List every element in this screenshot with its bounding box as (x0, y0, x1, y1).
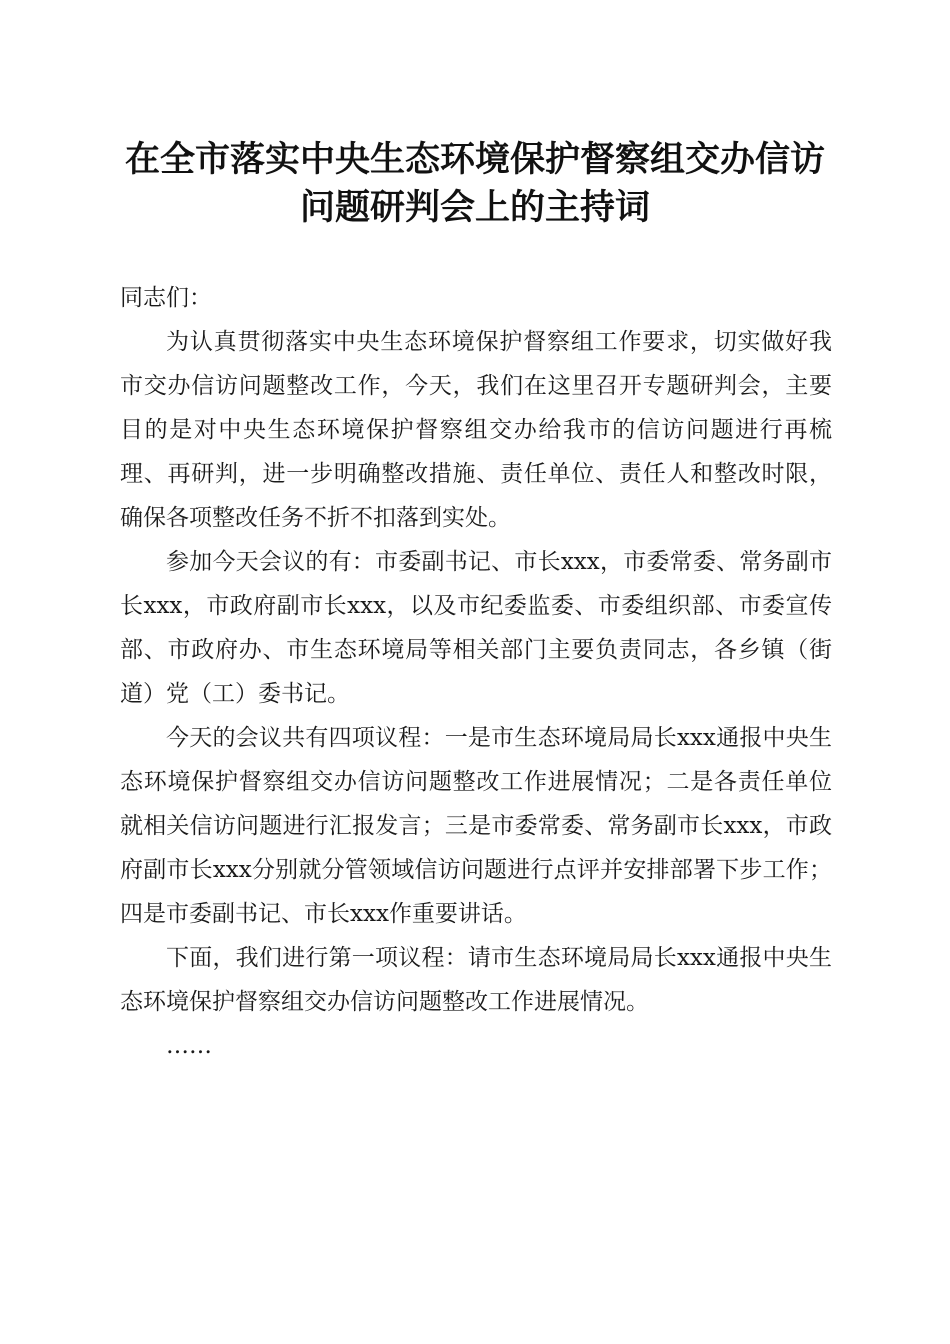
title-line-2: 问题研判会上的主持词 (299, 187, 650, 228)
title-line-1: 在全市落实中央生态环境保护督察组交办信访 (124, 139, 825, 180)
document-body (120, 276, 832, 1068)
document-title (95, 136, 855, 232)
paragraph-ellipsis: …… (166, 1033, 212, 1059)
paragraph-first-item: 下面，我们进行第一项议程：请市生态环境局局长xxx通报中央生态环境保护督察组交办信访问题整改工作进展情况。 (120, 945, 832, 1015)
paragraph-purpose: 为认真贯彻落实中央生态环境保护督察组工作要求，切实做好我市交办信访问题整改工作，今天，我们在这里召开专题研判会，主要目的是对中央生态环境保护督察组交办给我市的信访问题进行再梳理、再研判，进一步明确整改措施、责任单位、责任人和整改时限，确保各项整改任务不折不扣落到实处。 (120, 329, 832, 531)
paragraph-attendees: 参加今天会议的有：市委副书记、市长xxx，市委常委、常务副市长xxx，市政府副市长xxx，以及市纪委监委、市委组织部、市委宣传部、市政府办、市生态环境局等相关部门主要负责同志，各乡镇（街道）党（工）委书记。 (120, 549, 832, 707)
salutation: 同志们： (120, 285, 212, 311)
paragraph-agenda: 今天的会议共有四项议程：一是市生态环境局局长xxx通报中央生态环境保护督察组交办信访问题整改工作进展情况；二是各责任单位就相关信访问题进行汇报发言；三是市委常委、常务副市长xxx，市政府副市长xxx分别就分管领域信访问题进行点评并安排部署下步工作；四是市委副书记、市长xxx作重要讲话。 (120, 725, 832, 927)
